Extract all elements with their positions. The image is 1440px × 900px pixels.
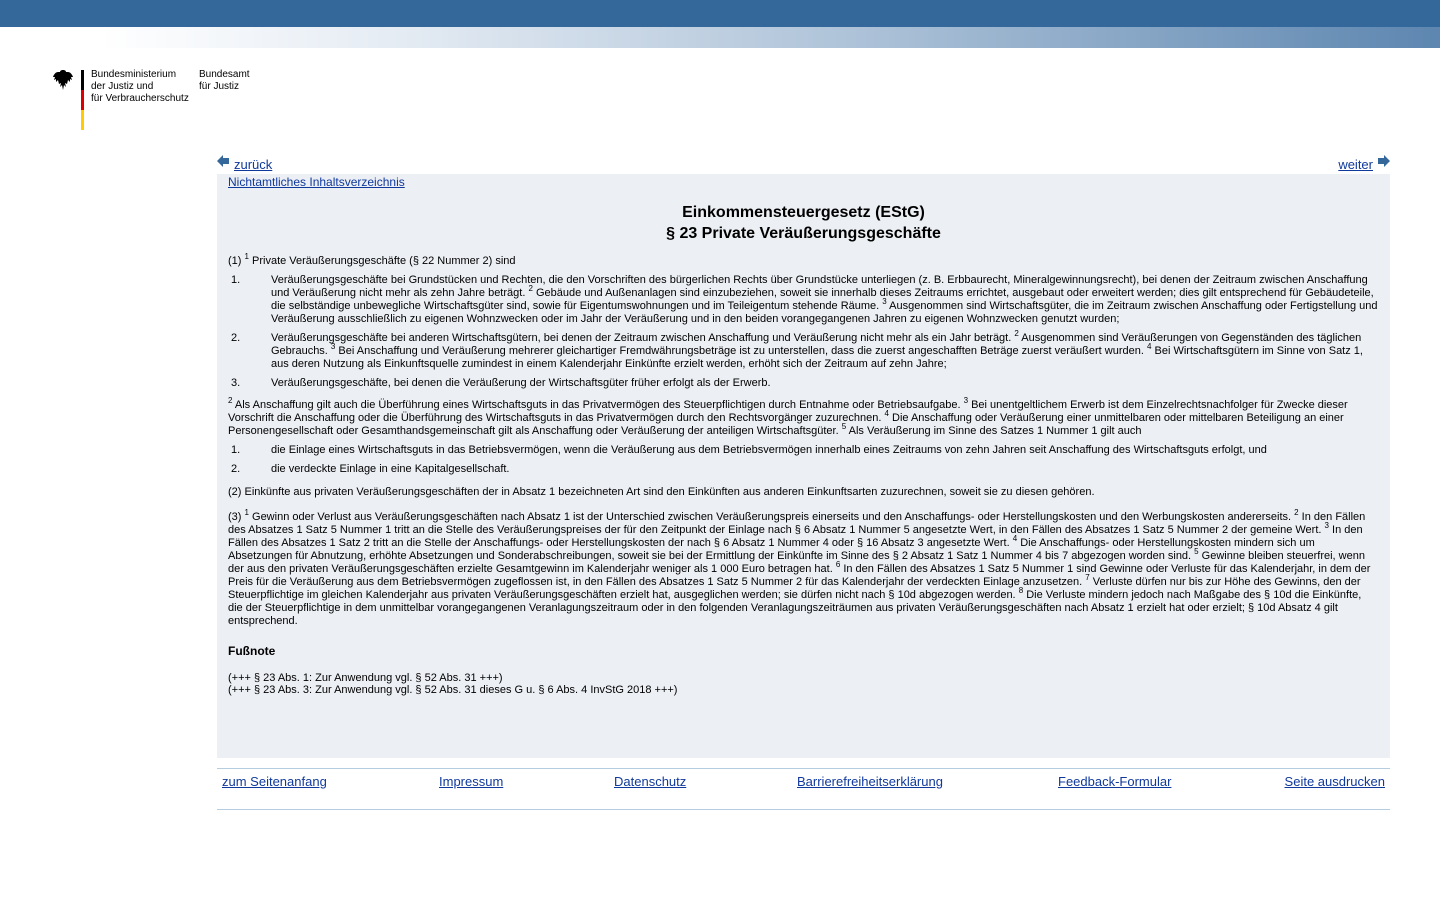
- ministry-line-2: der Justiz und: [91, 81, 154, 92]
- federal-eagle-icon: [52, 68, 74, 92]
- law-title: Einkommensteuergesetz (EStG): [682, 204, 925, 221]
- gradient-banner: [0, 27, 1440, 48]
- forward-nav[interactable]: [1338, 157, 1390, 172]
- footer-link-top[interactable]: zum Seitenanfang: [222, 774, 327, 789]
- footer-link-accessibility[interactable]: Barrierefreiheitserklärung: [797, 774, 943, 789]
- table-of-contents-link[interactable]: Nichtamtliches Inhaltsverzeichnis: [228, 175, 405, 189]
- list-item: 1. Veräußerungsgeschäfte bei Grundstücken und Rechten, die den Vorschriften des bürgerlichen Rechts über Grundstücke unterliegen (z. B. Erbbaurecht, Mineralgewinnungsrecht), bei denen der Zeitraum zwischen Anschaffung und Veräußerung nicht mehr als zehn Jahre beträgt. $^2$ Gebäude und Außenanlagen sind einzubeziehen, soweit sie innerhalb dieses Zeitraums errichtet, ausgebaut oder erweitert werden; dies gilt entsprechend für Gebäudeteile, die selbständige unbewegliche Wirtschaftsgüter sind, sowie für Eigentumswohnungen und im Teileigentum stehende Räume. $^3$ Ausgenommen sind Wirtschaftsgüter, die im Zeitraum zwischen Anschaffung oder Fertigstellung und Veräußerung ausschließlich zu eigenen Wohnzwecken oder im Jahr der Veräußerung und in den beiden vorangegangenen Jahren zu eigenen Wohnzwecken genutzt wurden;: [231, 274, 1378, 325]
- page-navigation: [217, 154, 1390, 174]
- agency-name: [199, 69, 250, 93]
- list-item: 3. Veräußerungsgeschäfte, bei denen die Veräußerung der Wirtschaftsgüter früher erfolgt als der Erwerb.: [231, 377, 771, 389]
- agency-line-2: für Justiz: [199, 81, 240, 92]
- footer-link-datenschutz[interactable]: Datenschutz: [614, 774, 687, 789]
- ministry-line-1: Bundesministerium: [91, 69, 177, 80]
- section-title: § 23 Private Veräußerungsgeschäfte: [666, 225, 941, 242]
- footer-link-impressum[interactable]: Impressum: [439, 774, 504, 789]
- back-nav[interactable]: [217, 157, 272, 172]
- list-item: 1. die Einlage eines Wirtschaftsguts in das Betriebsvermögen, wenn die Veräußerung aus dem Betriebsvermögen innerhalb eines Zeitraums von zehn Jahren seit Anschaffung des Wirtschaftsguts erfolgt, und: [231, 444, 1267, 456]
- paragraph-2: (2) Einkünfte aus privaten Veräußerungsgeschäften der in Absatz 1 bezeichneten Art sind den Einkünften aus anderen Einkunftsarten zuzurechnen, soweit sie zu diesen gehören.: [228, 486, 1095, 498]
- german-flag-stripe: [81, 70, 84, 130]
- paragraph-3: (3) $^1$ Gewinn oder Verlust aus Veräußerungsgeschäften nach Absatz 1 ist der Unterschied zwischen Veräußerungspreis einerseits und den Anschaffungs- oder Herstellungskosten und den Werbungskosten andererseits. $^2$ In den Fällen des Absatzes 1 Satz 5 Nummer 1 tritt an die Stelle des Veräußerungspreises der für den Zeitpunkt der Einlage nach § 6 Absatz 1 Nummer 5 angesetzte Wert, in den Fällen des Absatzes 1 Satz 5 Nummer 2 der gemeine Wert. $^3$ In den Fällen des Absatzes 1 Satz 2 tritt an die Stelle der Anschaffungs- oder Herstellungskosten der nach § 6 Absatz 1 Nummer 4 oder § 16 Absatz 3 angesetzte Wert. $^4$ Die Anschaffungs- oder Herstellungskosten mindern sich um Absetzungen für Abnutzung, erhöhte Absetzungen und Sonderabschreibungen, soweit sie bei der Ermittlung der Einkünfte im Sinne des § 2 Absatz 1 Satz 1 Nummer 4 bis 7 abgezogen worden sind. $^5$ Gewinne bleiben steuerfrei, wenn der aus den privaten Veräußerungsgeschäften erzielte Gesamtgewinn im Kalenderjahr weniger als 1 000 Euro betragen hat. $^6$ In den Fällen des Absatzes 1 Satz 5 Nummer 1 sind Gewinne oder Verluste für das Kalenderjahr, in dem der Preis für die Veräußerung aus dem Betriebsvermögen zugeflossen ist, in den Fällen des Absatzes 1 Satz 5 Nummer 2 für das Kalenderjahr der verdeckten Einlage anzusetzen. $^7$ Verluste dürfen nur bis zur Höhe des Gewinns, den der Steuerpflichtige im gleichen Kalenderjahr aus privaten Veräußerungsgeschäften erzielt hat, ausgeglichen werden; sie dürfen nicht nach § 10d abgezogen werden. $^8$ Die Verluste mindern jedoch nach Maßgabe des § 10d die Einkünfte, die der Steuerpflichtige in dem unmittelbar vorangegangenen Veranlagungszeitraum oder in den folgenden Veranlagungszeiträumen aus privaten Veräußerungsgeschäften nach Absatz 1 erzielt hat oder erzielt; § 10d Absatz 4 gilt entsprechend.: [228, 508, 1371, 627]
- law-text: [228, 252, 1378, 696]
- paragraph-1-intro: (1) $^1$ Private Veräußerungsgeschäfte (§ 22 Nummer 2) sind: [228, 252, 516, 267]
- list-item: 2. die verdeckte Einlage in eine Kapitalgesellschaft.: [231, 463, 510, 475]
- footer-link-print[interactable]: Seite ausdrucken: [1284, 774, 1385, 789]
- list-item: 2. Veräußerungsgeschäfte bei anderen Wirtschaftsgütern, bei denen der Zeitraum zwischen Anschaffung und Veräußerung nicht mehr als ein Jahr beträgt. $^2$ Ausgenommen sind Veräußerungen von Gegenständen des täglichen Gebrauchs. $^3$ Bei Anschaffung und Veräußerung mehrerer gleichartiger Fremdwährungsbeträge ist zu unterstellen, dass die zuerst angeschafften Beträge zuerst veräußert wurden. $^4$ Bei Wirtschaftsgütern im Sinne von Satz 1, aus deren Nutzung als Einkunftsquelle zumindest in einem Kalenderjahr Einkünfte erzielt werden, erhöht sich der Zeitraum auf zehn Jahre;: [231, 329, 1363, 370]
- arrow-right-icon[interactable]: [1378, 155, 1390, 167]
- ministry-logo: [52, 68, 252, 132]
- arrow-left-icon[interactable]: [217, 155, 229, 167]
- footer-link-feedback[interactable]: Feedback-Formular: [1058, 774, 1172, 789]
- forward-link[interactable]: weiter: [1338, 157, 1373, 172]
- footnote-line-1: (+++ § 23 Abs. 1: Zur Anwendung vgl. § 52 Abs. 31 +++): [228, 672, 503, 684]
- law-content-panel: [217, 174, 1390, 758]
- ministry-line-3: für Verbraucherschutz: [91, 93, 189, 104]
- page-footer: [217, 768, 1390, 810]
- page-title: [217, 202, 1390, 244]
- ministry-name: [91, 69, 189, 105]
- footnote-line-2: (+++ § 23 Abs. 3: Zur Anwendung vgl. § 52 Abs. 31 dieses G u. § 6 Abs. 4 InvStG 2018 +++): [228, 684, 678, 696]
- footnote-heading: Fußnote: [228, 644, 276, 658]
- agency-line-1: Bundesamt: [199, 69, 250, 80]
- paragraph-1-continued: $^2$ Als Anschaffung gilt auch die Überführung eines Wirtschaftsguts in das Privatvermögen des Steuerpflichtigen durch Entnahme oder Betriebsaufgabe. $^3$ Bei unentgeltlichem Erwerb ist dem Einzelrechtsnachfolger für Zwecke dieser Vorschrift die Anschaffung oder die Überführung des Wirtschaftsguts in das Privatvermögen durch den Rechtsvorgänger zuzurechnen. $^4$ Die Anschaffung oder Veräußerung einer unmittelbaren oder mittelbaren Beteiligung an einer Personengesellschaft oder Gesamthandsgemeinschaft gilt als Anschaffung oder Veräußerung der anteiligen Wirtschaftsgüter. $^5$ Als Veräußerung im Sinne des Satzes 1 Nummer 1 gilt auch: [228, 396, 1348, 437]
- back-link[interactable]: zurück: [234, 157, 273, 172]
- top-banner: [0, 0, 1440, 27]
